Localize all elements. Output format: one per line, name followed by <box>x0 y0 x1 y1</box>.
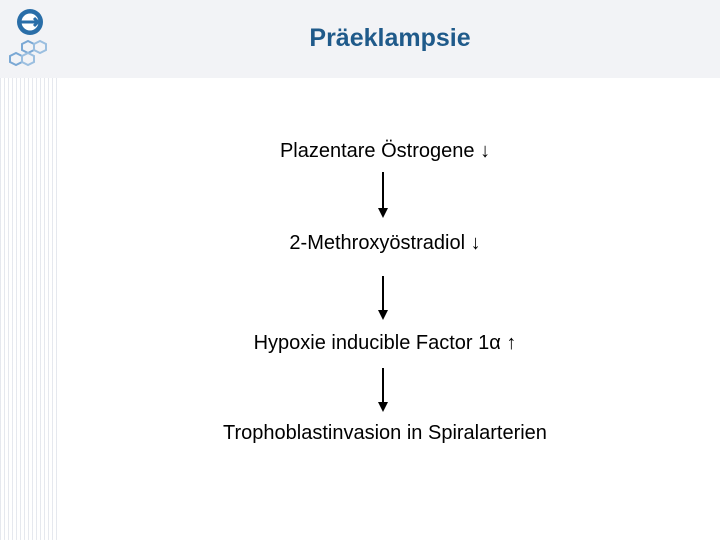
down-arrow-icon <box>376 172 390 218</box>
step-1 <box>100 140 670 163</box>
slide-title: Präeklampsie <box>309 24 471 52</box>
step-3 <box>100 332 670 355</box>
step-1-label: Plazentare Östrogene <box>279 140 475 162</box>
step-2-label: 2-Methroxyöstradiol <box>289 232 466 254</box>
step-4-label: Trophoblastinvasion in Spiralarterien <box>223 422 547 444</box>
step-2-trend: ↓ <box>470 232 481 254</box>
down-arrow-icon <box>376 368 390 412</box>
step-1-trend: ↓ <box>480 140 491 162</box>
down-arrow-icon <box>376 276 390 320</box>
step-2 <box>100 232 670 255</box>
step-3-trend: ↑ <box>506 332 517 354</box>
step-4 <box>100 422 670 445</box>
step-3-label: Hypoxie inducible Factor 1α <box>253 332 501 354</box>
